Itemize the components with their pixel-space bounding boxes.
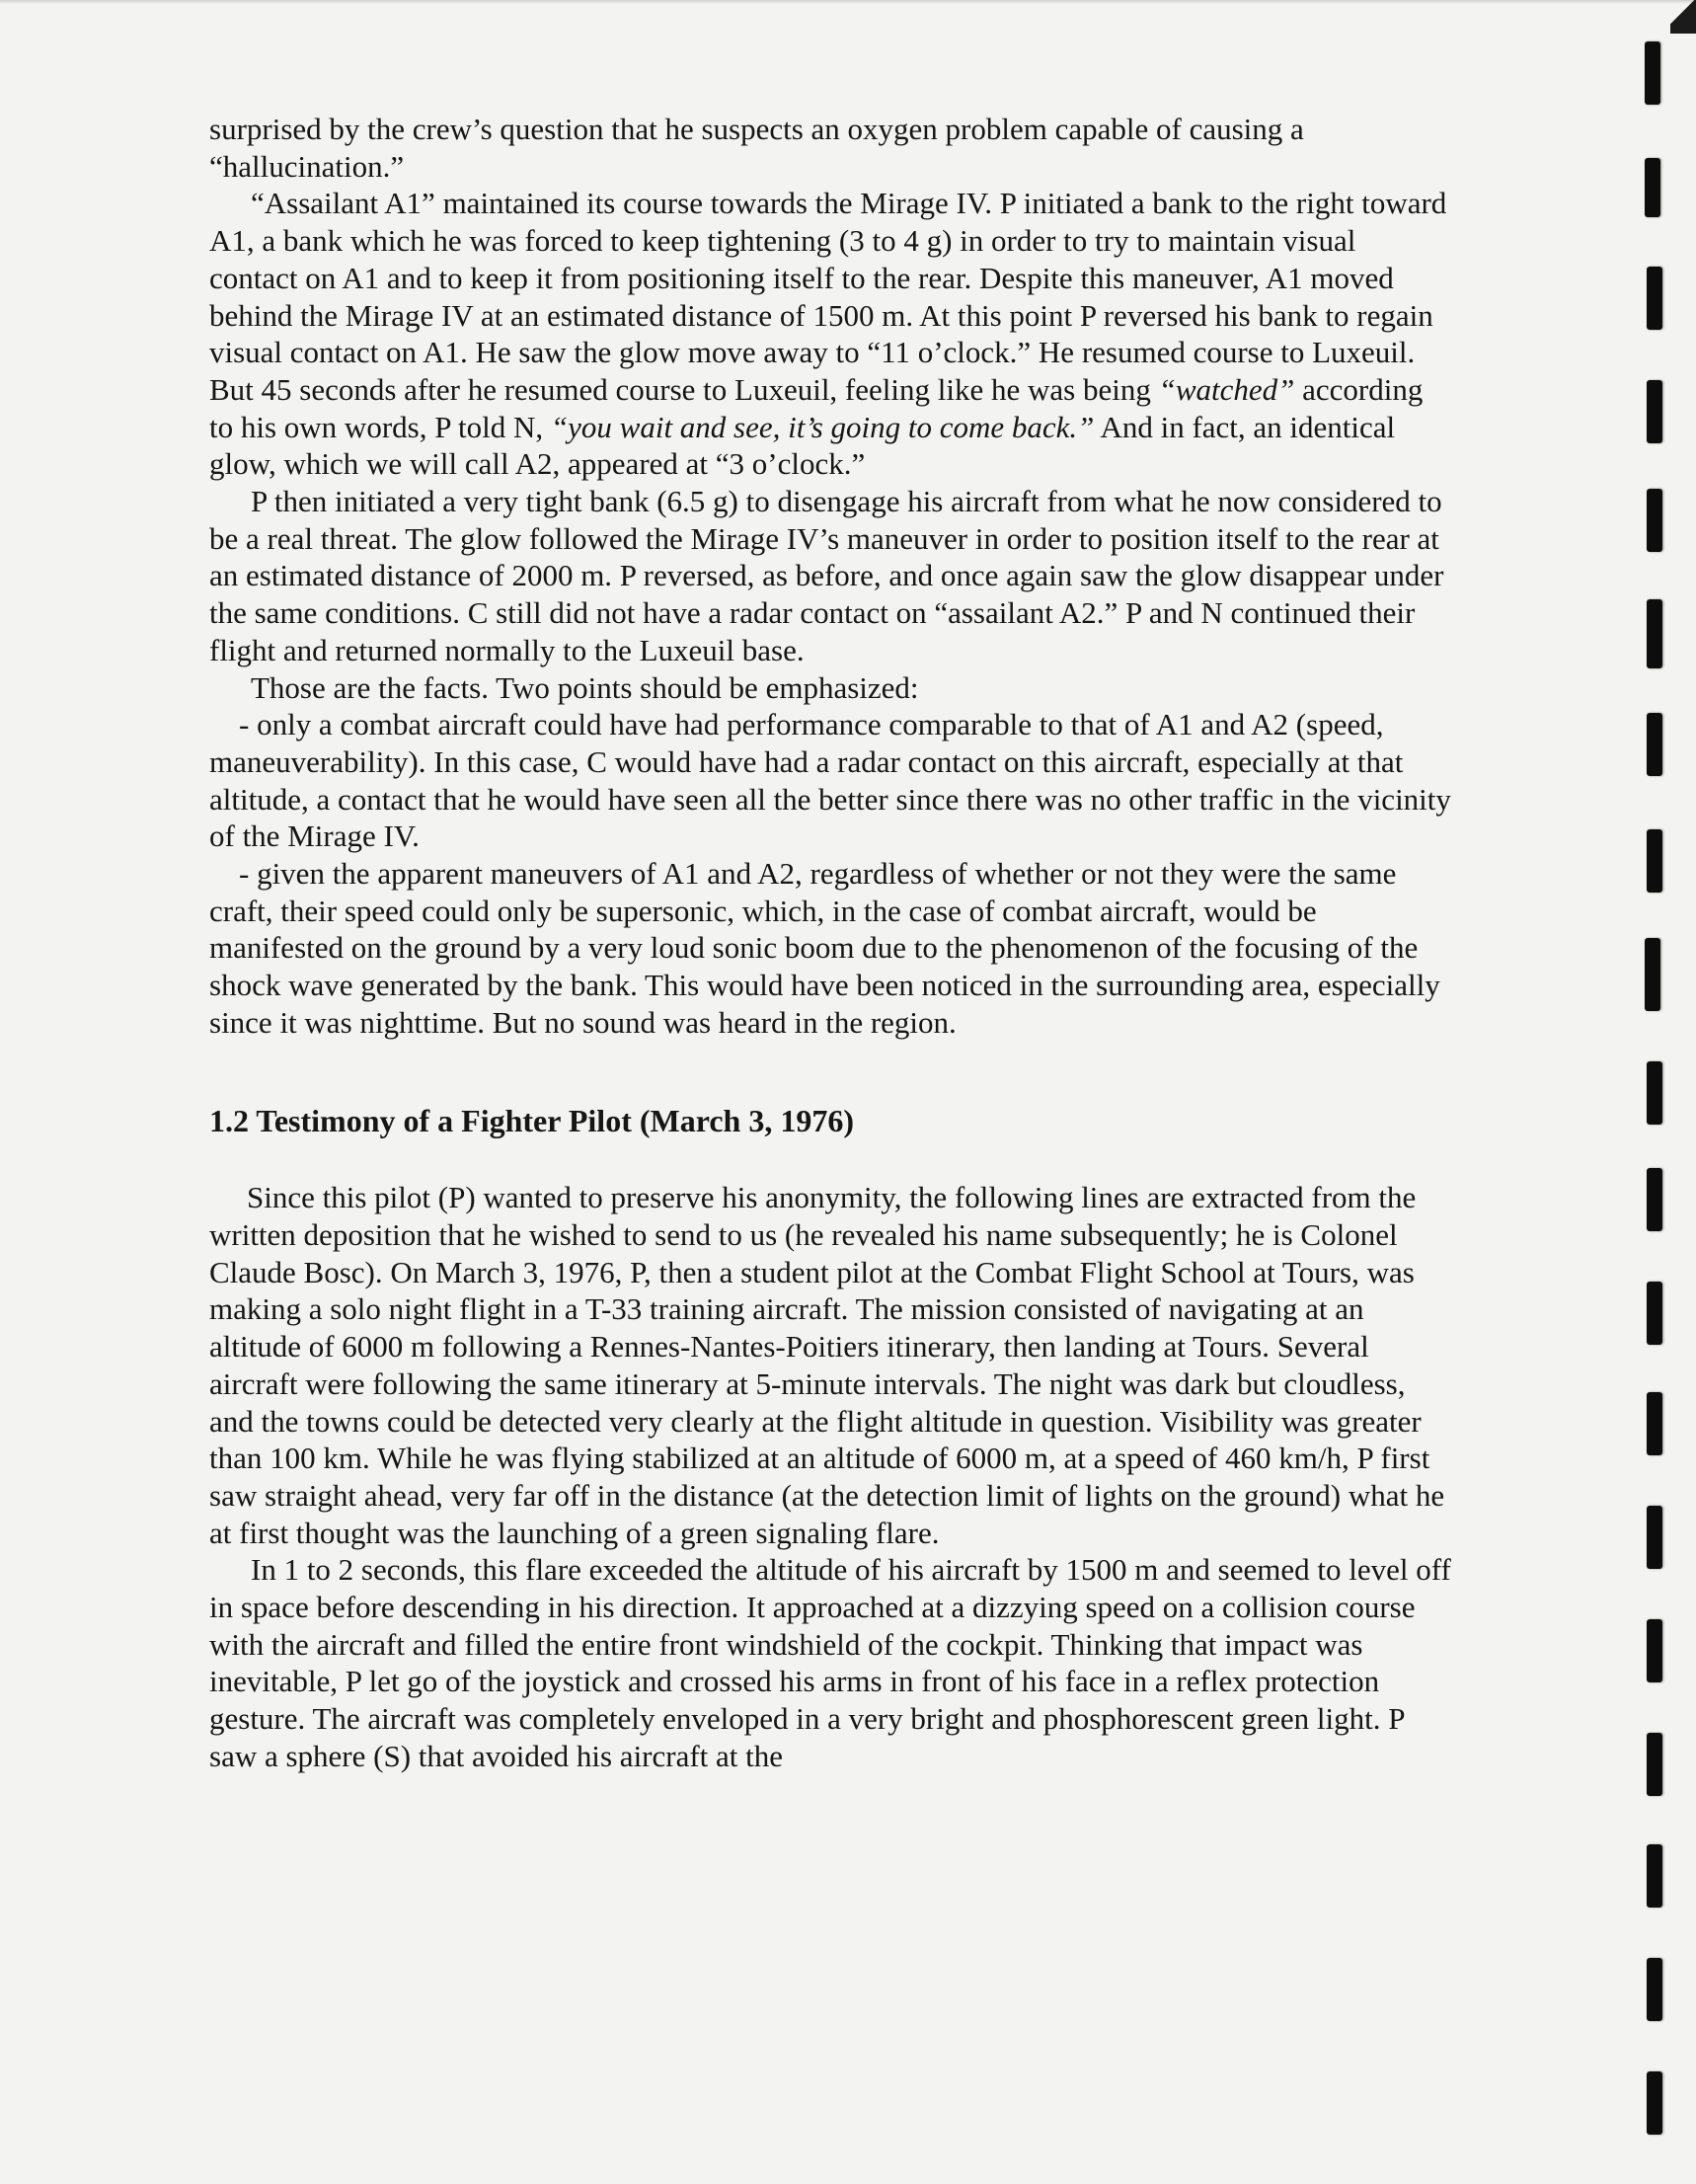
binding-hole — [1647, 1392, 1662, 1455]
quote-watched: “watched” — [1158, 371, 1295, 407]
binding-hole — [1647, 1506, 1662, 1569]
binding-hole — [1647, 1844, 1662, 1908]
binding-hole — [1647, 267, 1662, 330]
point-combat-aircraft: - only a combat aircraft could have had performance comparable to that of A1 and A2 (speed, maneuverability). In this case, C would have had a radar contact on this aircraft, especially at that altitude, a contact that he would have seen all the better since there was no other traffic in the vicinity of the Mirage IV. — [209, 707, 1451, 854]
binding-hole — [1647, 599, 1662, 668]
binding-hole — [1647, 1061, 1662, 1125]
paragraph-facts: Those are the facts. Two points should be emphasized: — [251, 669, 919, 705]
paragraph-text: And in fact, an identical glow, which we will call A2, appeared at “3 o’clock.” — [209, 409, 1396, 482]
binding-hole — [1647, 829, 1662, 893]
binding-hole — [1647, 713, 1662, 776]
paragraph-assailant-a1 — [209, 185, 1451, 483]
paragraph-flare: In 1 to 2 seconds, this flare exceeded the altitude of his aircraft by 1500 m and seemed to level off in space before descending in his direction. It approached at a dizzying speed on a collision course with the aircraft and filled the entire front windshield of the cockpit. Thinking that impact was inevitable, P let go of the joystick and crossed his arms in front of his face in a reflex protection gesture. The aircraft was completely enveloped in a very bright and phosphorescent green light. P saw a sphere (S) that avoided his aircraft at the — [209, 1552, 1451, 1773]
binding-hole — [1647, 2071, 1662, 2135]
paragraph-tight-bank: P then initiated a very tight bank (6.5 g) to disengage his aircraft from what he now considered to be a real threat. The glow followed the Mirage IV’s maneuver in order to position itself to the rear at an estimated distance of 2000 m. P reversed, as before, and once again saw the glow disappear under the same conditions. C still did not have a radar contact on “assailant A2.” P and N continued their flight and returned normally to the Luxeuil base. — [209, 484, 1444, 667]
binding-holes — [1639, 0, 1696, 2184]
binding-hole — [1647, 380, 1662, 443]
binding-hole — [1647, 1168, 1662, 1231]
point-supersonic: - given the apparent maneuvers of A1 and A2, regardless of whether or not they were the same craft, their speed could only be supersonic, which, in the case of combat aircraft, would be manifested on the ground by a very loud sonic boom due to the phenomenon of the focusing of the shock wave generated by the bank. This would have been noticed in the surrounding area, especially since it was nighttime. But no sound was heard in the region. — [209, 856, 1440, 1040]
binding-hole — [1647, 1958, 1662, 2021]
binding-hole — [1647, 489, 1662, 552]
paragraph-text: according to his own words, P told N, — [209, 371, 1424, 444]
page-top-edge — [0, 0, 1696, 4]
binding-hole — [1647, 1733, 1662, 1796]
binding-hole — [1647, 1282, 1662, 1345]
binding-hole — [1645, 158, 1660, 217]
paragraph-continuation: surprised by the crew’s question that he suspects an oxygen problem capable of causing a “hallucination.” — [209, 112, 1304, 184]
binding-hole — [1645, 938, 1660, 1011]
paragraph-text: “Assailant A1” maintained its course towards the Mirage IV. P initiated a bank to the right toward A1, a bank which he was forced to keep tightening (3 to 4 g) in order to try to maintain visual contact on A1 and to keep it from positioning itself to the rear. Despite this maneuver, A1 moved behind the Mirage IV at an estimated distance of 1500 m. At this point P reversed his bank to regain visual contact on A1. He saw the glow move away to “11 o’clock.” He resumed course to Luxeuil. But 45 seconds after he resumed course to Luxeuil, feeling like he was being — [209, 186, 1447, 407]
quote-come-back: “you wait and see, it’s going to come back.” — [550, 409, 1095, 444]
binding-hole — [1645, 41, 1660, 105]
section-heading: 1.2 Testimony of a Fighter Pilot (March 3, 1976) — [209, 1102, 854, 1138]
binding-hole — [1647, 1619, 1662, 1682]
paragraph-testimony: Since this pilot (P) wanted to preserve his anonymity, the following lines are extracted from the written deposition that he wished to send to us (he revealed his name subsequently; he is Colonel Claude Bosc). On March 3, 1976, P, then a student pilot at the Combat Flight School at Tours, was making a solo night flight in a T-33 training aircraft. The mission consisted of navigating at an altitude of 6000 m following a Rennes-Nantes-Poitiers itinerary, then landing at Tours. Several aircraft were following the same itinerary at 5-minute intervals. The night was dark but cloudless, and the towns could be detected very clearly at the flight altitude in question. Visibility was greater than 100 km. While he was flying stabilized at an altitude of 6000 m, at a speed of 460 km/h, P first saw straight ahead, very far off in the distance (at the detection limit of lights on the ground) what he at first thought was the launching of a green signaling flare. — [209, 1180, 1445, 1550]
document-body — [209, 111, 1451, 1775]
